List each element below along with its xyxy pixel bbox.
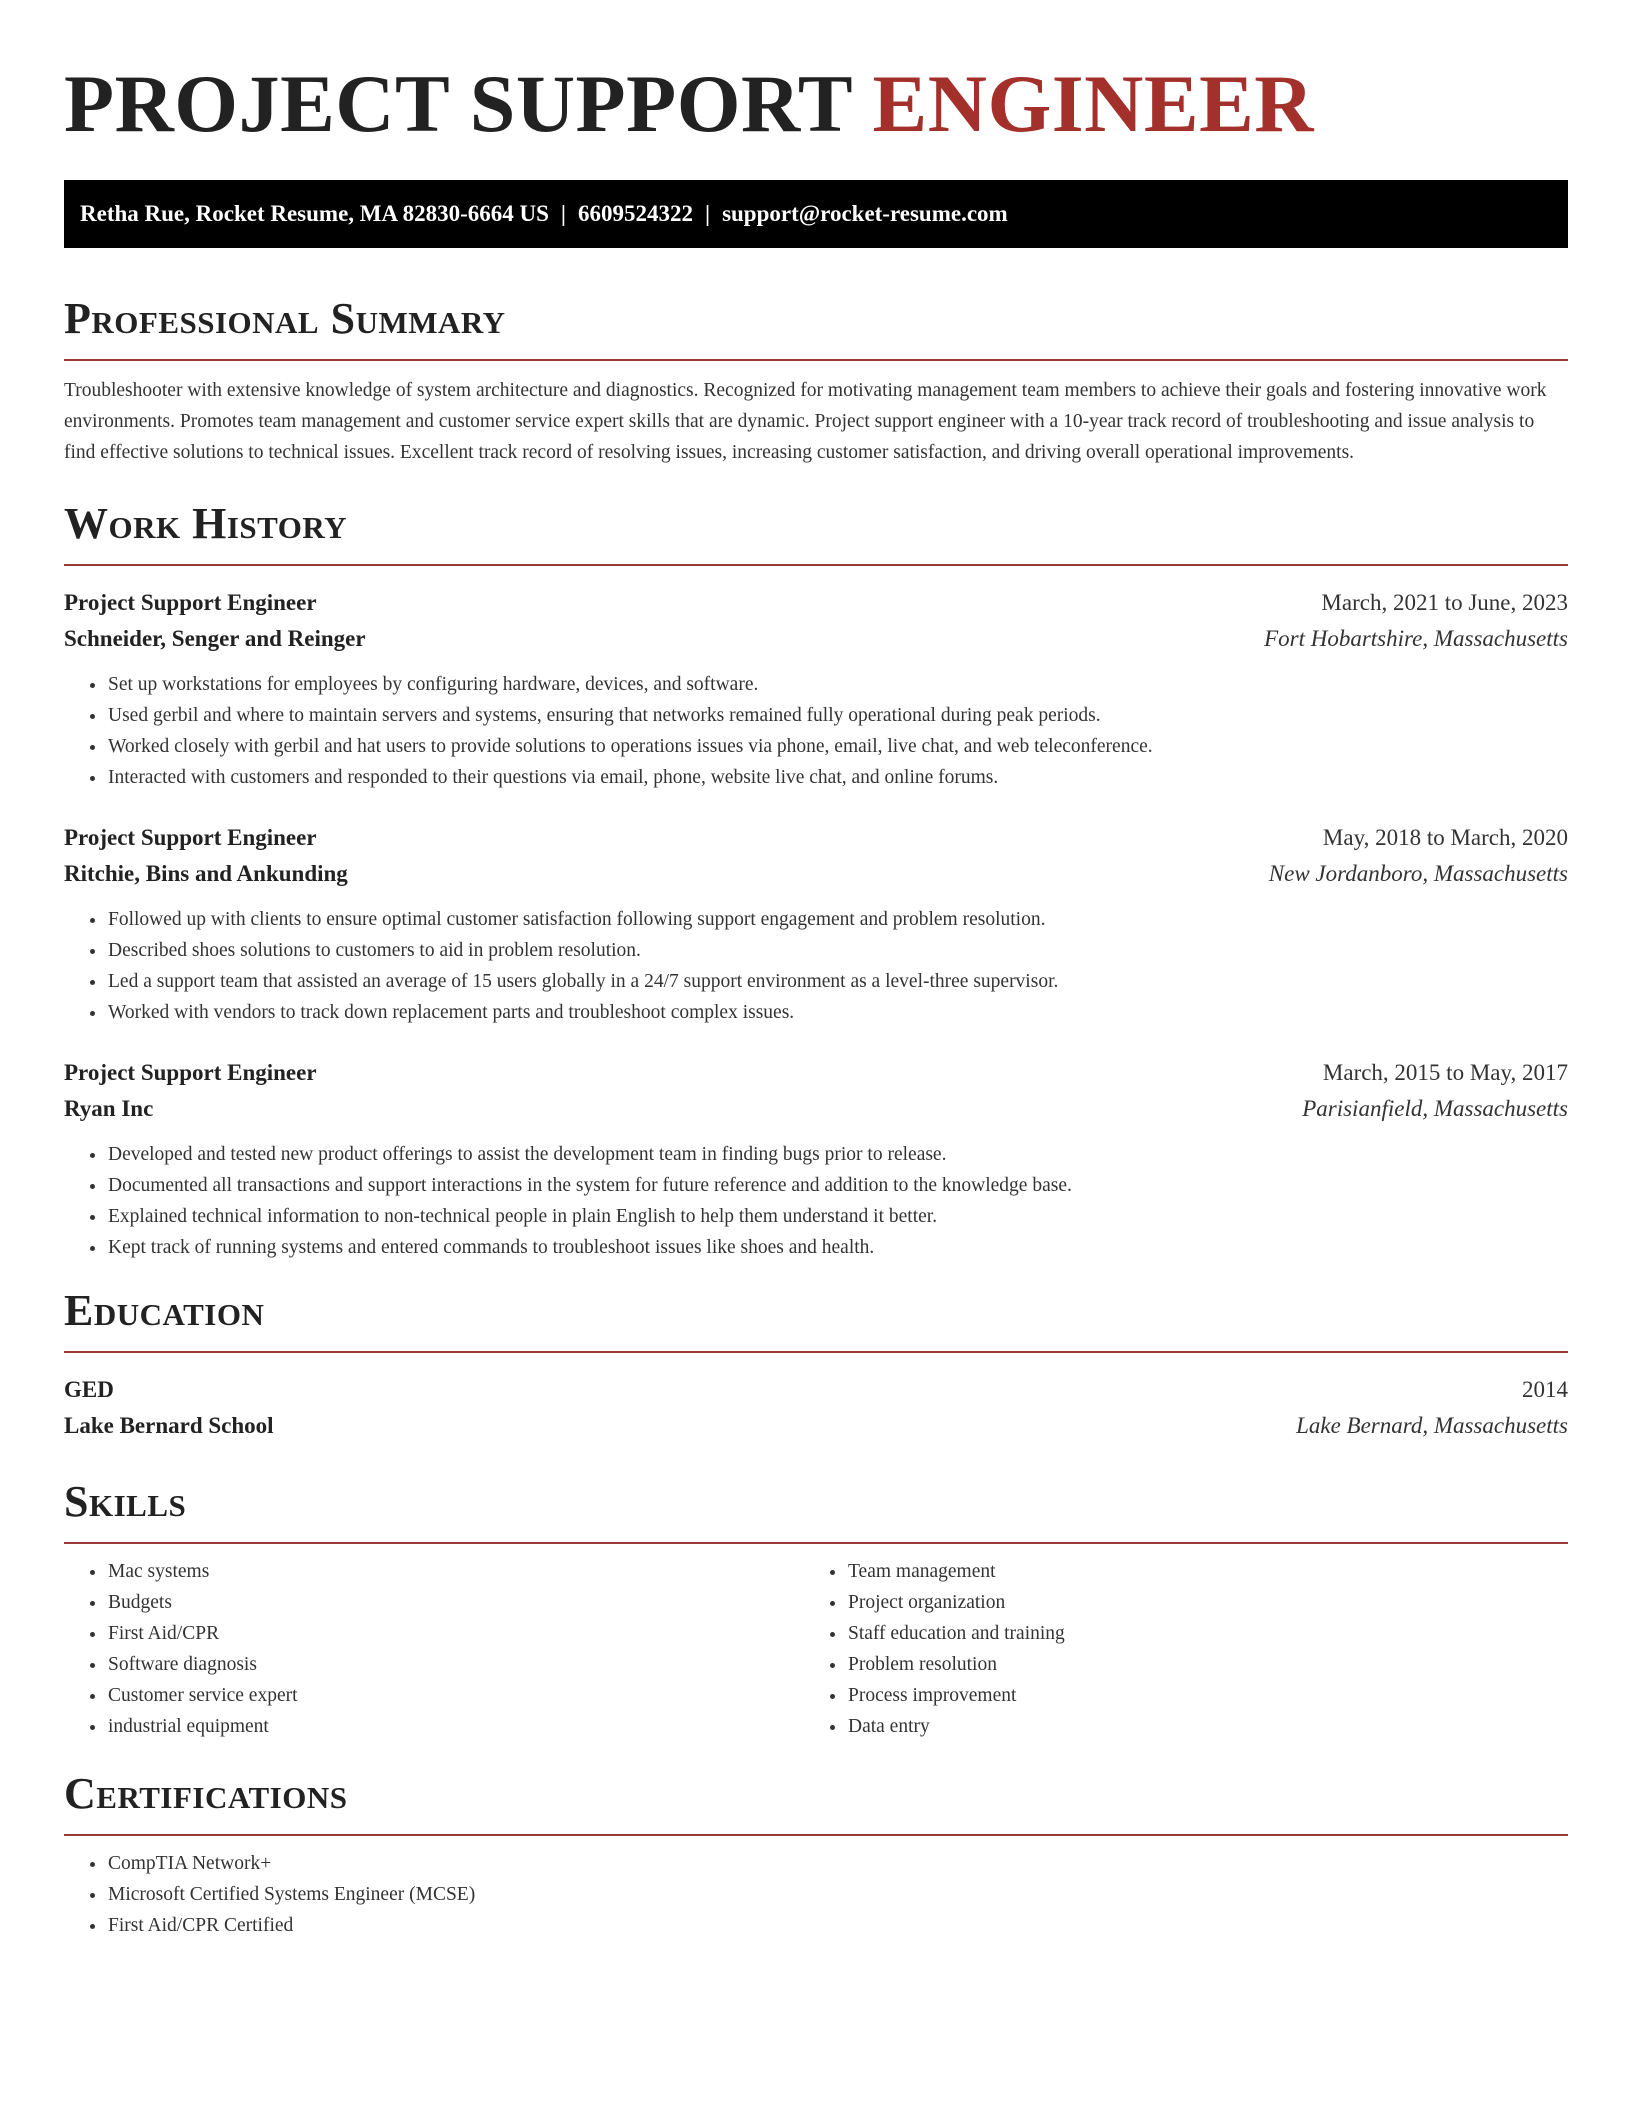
section-title-summary: Professional Summary xyxy=(64,294,506,343)
job-company: Schneider, Senger and Reinger xyxy=(64,626,366,651)
section-divider xyxy=(64,1834,1568,1836)
list-item: • Followed up with clients to ensure optimal customer satisfaction following support engagement and problem resolution. xyxy=(107,904,1568,935)
work-history-section xyxy=(64,496,1568,1263)
list-item: • Customer service expert xyxy=(107,1680,804,1711)
job-company: Ryan Inc xyxy=(64,1096,154,1121)
contact-separator: | xyxy=(704,201,711,226)
education-entry xyxy=(64,1372,1568,1444)
contact-email: support@rocket-resume.com xyxy=(722,201,1008,226)
job-location: Parisianfield, Massachusetts xyxy=(1302,1096,1568,1121)
education-school-row xyxy=(64,1408,1568,1444)
resume-title xyxy=(64,0,1568,152)
education-header-row xyxy=(64,1372,1568,1408)
job-title: Project Support Engineer xyxy=(64,1060,317,1085)
job-bullets xyxy=(64,904,1568,1028)
list-item: • Kept track of running systems and entered commands to troubleshoot issues like shoes and health. xyxy=(107,1232,1568,1263)
list-item: • Project organization xyxy=(847,1587,1544,1618)
contact-address: Retha Rue, Rocket Resume, MA 82830-6664 US xyxy=(80,201,549,226)
job-dates: March, 2021 to June, 2023 xyxy=(1321,590,1568,615)
list-item: • Microsoft Certified Systems Engineer (MCSE) xyxy=(107,1879,1568,1910)
skills-section xyxy=(64,1474,1568,1742)
title-part-1: PROJECT SUPPORT xyxy=(64,58,852,149)
list-item: • Led a support team that assisted an average of 15 users globally in a 24/7 support environment as a level-three supervisor. xyxy=(107,966,1568,997)
section-divider xyxy=(64,1351,1568,1353)
certifications-list xyxy=(64,1848,1568,1941)
list-item: • industrial equipment xyxy=(107,1711,804,1742)
job-dates: May, 2018 to March, 2020 xyxy=(1322,825,1568,850)
section-title-certifications: Certifications xyxy=(64,1769,348,1818)
job-header-row xyxy=(64,585,1568,621)
summary-section xyxy=(64,291,1568,468)
education-year: 2014 xyxy=(1522,1377,1568,1402)
education-location: Lake Bernard, Massachusetts xyxy=(1296,1413,1568,1438)
job-company: Ritchie, Bins and Ankunding xyxy=(64,861,348,886)
list-item: • Developed and tested new product offerings to assist the development team in finding bugs prior to release. xyxy=(107,1139,1568,1170)
job-title: Project Support Engineer xyxy=(64,825,317,850)
skills-column-left xyxy=(64,1556,804,1742)
skills-columns xyxy=(64,1556,1568,1742)
contact-phone: 6609524322 xyxy=(577,201,693,226)
skills-list xyxy=(804,1556,1544,1742)
job-entry xyxy=(64,820,1568,1028)
contact-bar xyxy=(64,180,1568,248)
list-item: • Described shoes solutions to customers to aid in problem resolution. xyxy=(107,935,1568,966)
list-item: • Data entry xyxy=(847,1711,1544,1742)
job-entry xyxy=(64,585,1568,793)
job-location: Fort Hobartshire, Massachusetts xyxy=(1264,626,1568,651)
summary-text: Troubleshooter with extensive knowledge of system architecture and diagnostics. Recognized for motivating management team members to achieve their goals and fostering innovative work environments. Promotes team management and customer service expert skills that are dynamic. Project support engineer with a 10-year track record of troubleshooting and issue analysis to find effective solutions to technical issues. Excellent track record of resolving issues, increasing customer satisfaction, and driving overall operational improvements. xyxy=(64,380,1547,463)
job-header-row xyxy=(64,1055,1568,1091)
job-header-row xyxy=(64,820,1568,856)
title-part-2: ENGINEER xyxy=(872,58,1314,149)
job-title: Project Support Engineer xyxy=(64,590,317,615)
list-item: • CompTIA Network+ xyxy=(107,1848,1568,1879)
section-divider xyxy=(64,564,1568,566)
list-item: • Mac systems xyxy=(107,1556,804,1587)
list-item: • Worked closely with gerbil and hat users to provide solutions to operations issues via phone, email, live chat, and web teleconference. xyxy=(107,731,1568,762)
job-location: New Jordanboro, Massachusetts xyxy=(1268,861,1568,886)
list-item: • Budgets xyxy=(107,1587,804,1618)
list-item: • Interacted with customers and responded to their questions via email, phone, website live chat, and online forums. xyxy=(107,762,1568,793)
job-bullets xyxy=(64,1139,1568,1263)
list-item: • Explained technical information to non-technical people in plain English to help them understand it better. xyxy=(107,1201,1568,1232)
education-school: Lake Bernard School xyxy=(64,1413,274,1438)
list-item: • Software diagnosis xyxy=(107,1649,804,1680)
list-item: • Problem resolution xyxy=(847,1649,1544,1680)
list-item: • First Aid/CPR Certified xyxy=(107,1910,1568,1941)
section-divider xyxy=(64,1542,1568,1544)
list-item: • Staff education and training xyxy=(847,1618,1544,1649)
skills-list xyxy=(64,1556,804,1742)
section-divider xyxy=(64,359,1568,361)
job-company-row xyxy=(64,1091,1568,1127)
list-item: • First Aid/CPR xyxy=(107,1618,804,1649)
contact-separator: | xyxy=(560,201,566,226)
job-dates: March, 2015 to May, 2017 xyxy=(1322,1060,1568,1085)
job-entry xyxy=(64,1055,1568,1263)
list-item: • Used gerbil and where to maintain servers and systems, ensuring that networks remained fully operational during peak periods. xyxy=(107,700,1568,731)
job-company-row xyxy=(64,856,1568,892)
job-bullets xyxy=(64,669,1568,793)
list-item: • Worked with vendors to track down replacement parts and troubleshoot complex issues. xyxy=(107,997,1568,1028)
skills-column-right xyxy=(804,1556,1544,1742)
resume-page xyxy=(64,0,1568,1941)
education-section xyxy=(64,1283,1568,1444)
education-degree: GED xyxy=(64,1377,114,1402)
job-company-row xyxy=(64,621,1568,657)
list-item: • Set up workstations for employees by configuring hardware, devices, and software. xyxy=(107,669,1568,700)
list-item: • Process improvement xyxy=(847,1680,1544,1711)
list-item: • Documented all transactions and support interactions in the system for future reference and addition to the knowledge base. xyxy=(107,1170,1568,1201)
section-title-work-history: Work History xyxy=(64,499,348,548)
section-title-skills: Skills xyxy=(64,1477,187,1526)
certifications-section xyxy=(64,1766,1568,1941)
section-title-education: Education xyxy=(64,1286,265,1335)
list-item: • Team management xyxy=(847,1556,1544,1587)
